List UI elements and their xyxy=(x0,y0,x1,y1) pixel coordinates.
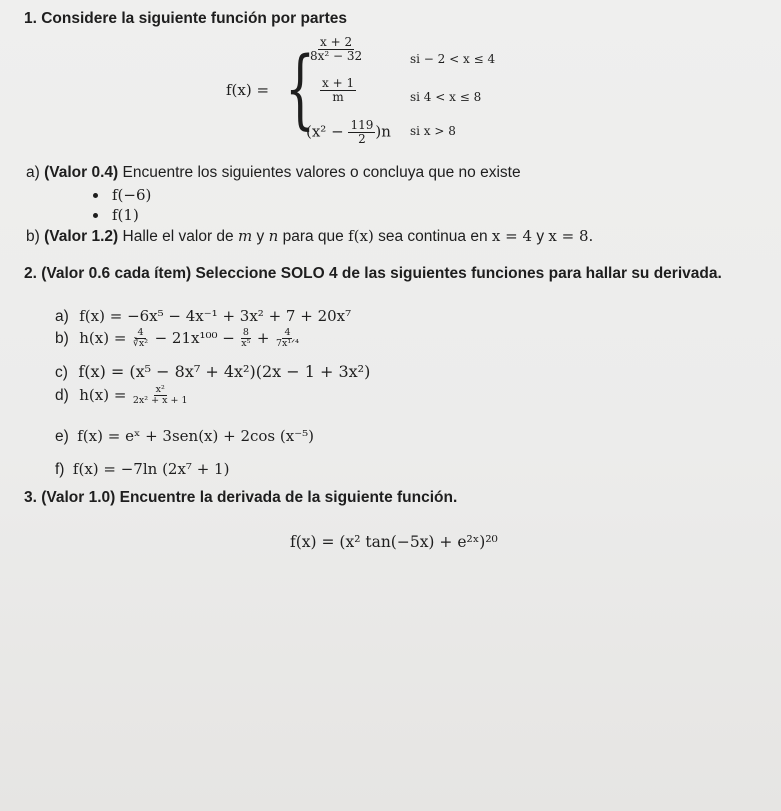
case-2-expr: $\frac{x + 1}{m}$ xyxy=(322,76,355,105)
q3-expression: f(x) = (x² tan(−5x) + e²ˣ)²⁰ xyxy=(290,533,498,551)
q2-item-a: a) f(x) = −6x⁵ − 4x⁻¹ + 3x² + 7 + 20x⁷ xyxy=(55,307,352,325)
q2-item-c: c) f(x) = (x⁵ − 8x⁷ + 4x²)(2x − 1 + 3x²) xyxy=(55,362,371,381)
bullet xyxy=(93,193,98,198)
case-3-condition: si x > 8 xyxy=(410,124,456,138)
q1-lhs: f(x) = xyxy=(226,81,270,99)
piecewise-brace: { xyxy=(285,39,316,139)
case-1-condition: si − 2 < x ≤ 4 xyxy=(410,52,496,66)
q2-item-f: f) f(x) = −7ln (2x⁷ + 1) xyxy=(55,460,230,478)
case-2-condition: si 4 < x ≤ 8 xyxy=(410,90,482,104)
q2-item-e: e) f(x) = eˣ + 3sen(x) + 2cos (x⁻⁵) xyxy=(55,427,314,445)
q1-a-item-2: f(1) xyxy=(93,206,139,225)
q1-a-item-1: f(−6) xyxy=(93,186,151,205)
q1-title: 1. Considere la siguiente función por partes xyxy=(24,10,347,27)
case-3-expr: (x² − $\frac{119}{2}$ )n xyxy=(306,118,391,147)
q1-part-b: b) (Valor 1.2) Halle el valor de m y n para que f(x) sea continua en x = 4 y x = 8. xyxy=(26,227,594,245)
q2-item-d: d) h(x) = $\frac{\text{x²}}{\text{2x² + x + 1}}$ xyxy=(55,384,188,407)
bullet xyxy=(93,213,98,218)
case-1-expr: $\frac{x + 2}{\text{8x² − 32}}$ xyxy=(310,35,363,64)
q1-part-a: a) (Valor 0.4) Encuentre los siguientes valores o concluya que no existe xyxy=(26,164,521,181)
q3-title: 3. (Valor 1.0) Encuentre la derivada de la siguiente función. xyxy=(24,489,458,506)
q2-item-b: b) h(x) = $\frac{4}{\text{∛x²}}$ − 21x¹⁰⁰ − $\frac{8}{\text{x⁵}}$ + $\frac{4}{\text{7x¹ᐟ⁴}}$ xyxy=(55,327,299,350)
q2-title: 2. (Valor 0.6 cada ítem) Seleccione SOLO 4 de las siguientes funciones para hallar su derivada. xyxy=(24,265,722,282)
